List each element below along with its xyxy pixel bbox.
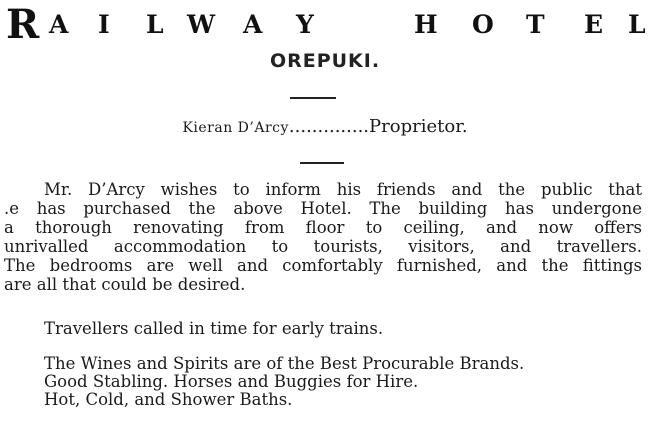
paragraph-line: .e has purchased the above Hotel. The building has undergone bbox=[4, 199, 642, 218]
title-letter: I bbox=[98, 10, 110, 39]
title-letter: H bbox=[414, 10, 438, 39]
body-paragraph bbox=[4, 180, 642, 294]
title-letter: W bbox=[187, 10, 216, 39]
paragraph-line: a thorough renovating from floor to ceiling, and now offers bbox=[4, 218, 642, 237]
title-letter: A bbox=[49, 10, 69, 39]
services-list bbox=[44, 355, 524, 409]
divider-rule bbox=[300, 162, 344, 164]
title-letter: L bbox=[146, 10, 164, 39]
trains-note: Travellers called in time for early trains. bbox=[44, 319, 384, 338]
proprietor-name: Kieran D’Arcy bbox=[182, 120, 289, 136]
proprietor-role: Proprietor. bbox=[369, 116, 468, 137]
proprietor-line bbox=[0, 116, 650, 137]
divider-rule bbox=[290, 97, 336, 99]
title-letter: L bbox=[628, 10, 646, 39]
title-letter: Y bbox=[296, 10, 314, 39]
title-letter: O bbox=[472, 10, 494, 39]
service-line: The Wines and Spirits are of the Best Procurable Brands. bbox=[44, 354, 525, 373]
service-line: Hot, Cold, and Shower Baths. bbox=[44, 390, 293, 409]
paragraph-line: are all that could be desired. bbox=[4, 275, 246, 294]
title-letter: T bbox=[526, 10, 545, 39]
title-letter: R bbox=[6, 1, 40, 48]
title-letter: A bbox=[243, 10, 263, 39]
paragraph-line: unrivalled accommodation to tourists, visitors, and travellers. bbox=[4, 237, 642, 256]
service-line: Good Stabling. Horses and Buggies for Hire. bbox=[44, 372, 419, 391]
title-letter: E bbox=[584, 10, 604, 39]
paragraph-line: Mr. D’Arcy wishes to inform his friends and the public that bbox=[44, 180, 642, 199]
paragraph-line: The bedrooms are well and comfortably furnished, and the fittings bbox=[4, 256, 642, 275]
location-subtitle: OREPUKI. bbox=[269, 50, 381, 72]
hotel-title bbox=[6, 0, 646, 48]
dot-leader: .............. bbox=[288, 116, 370, 137]
